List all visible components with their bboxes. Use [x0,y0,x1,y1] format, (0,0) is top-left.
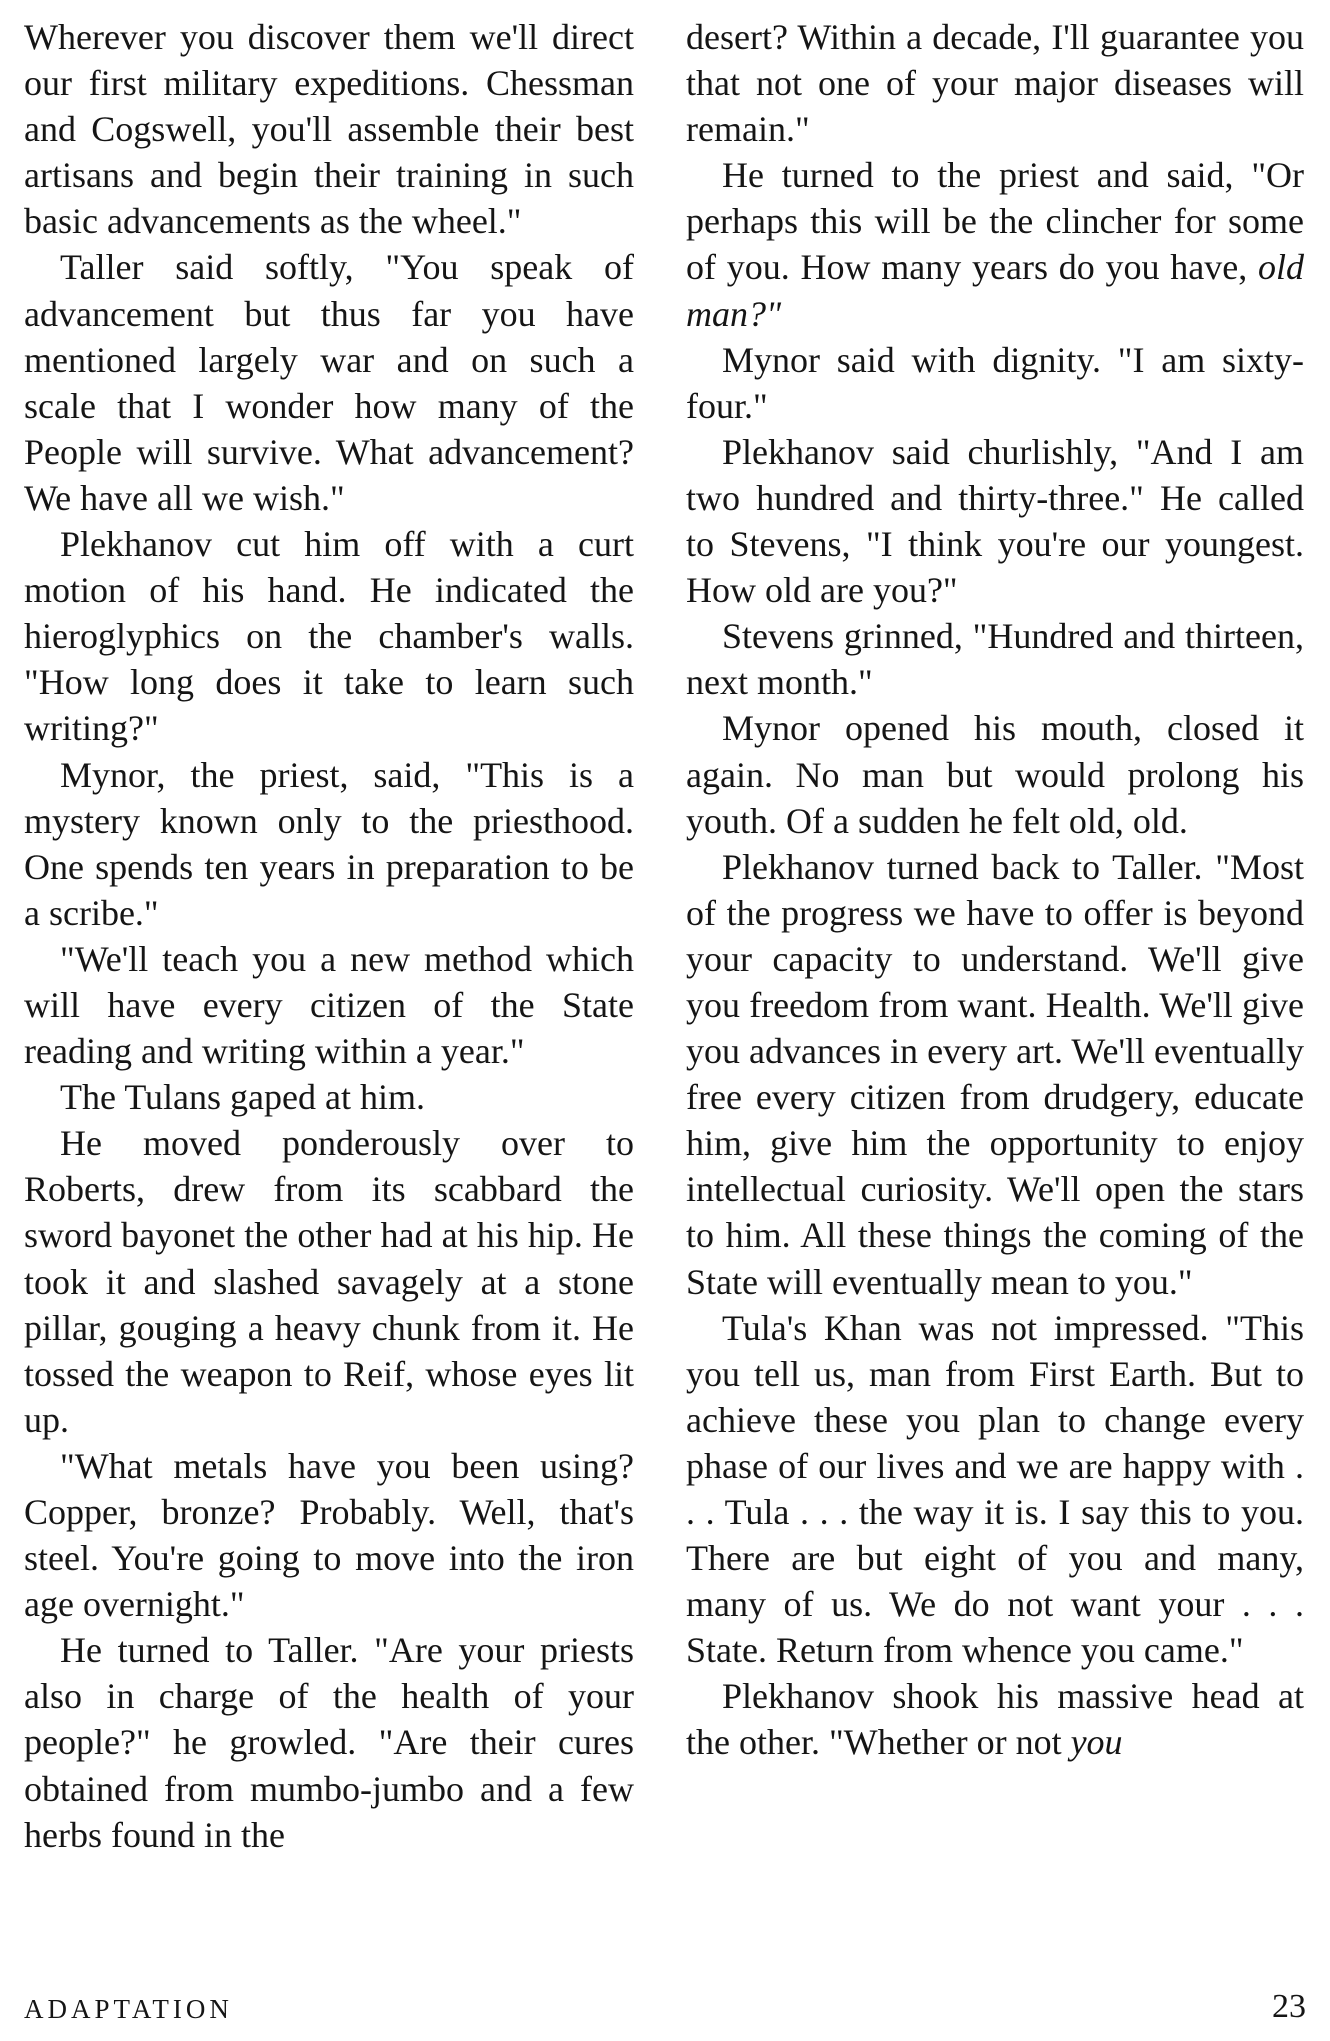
paragraph: "We'll teach you a new method which will have every citizen of the State reading and writing within a year." [24,938,634,1072]
paragraph: Mynor opened his mouth, closed it again. No man but would prolong his youth. Of a sudden he felt old, old. [686,708,1304,841]
page-footer [24,1988,1306,2028]
paragraph: Tula's Khan was not impressed. "This you tell us, man from First Earth. But to achieve these you plan to change every phase of our lives and we are happy with . . . Tula . . . the way it is. I say this to you. There are but eight of you and many, many of us. We do not want your . . . State. Return from whence you came." [686,1307,1304,1671]
paragraph: Taller said softly, "You speak of advancement but thus far you have mentioned largely war and on such a scale that I wonder how many of the People will survive. What advancement? We have all we wish." [24,247,634,518]
paragraph: Plekhanov turned back to Taller. "Most of the progress we have to offer is beyond your capacity to understand. We'll give you freedom from want. Health. We'll give you advances in every art. We'll eventually free every citizen from drudgery, educate him, give him the opportunity to enjoy intellectual curiosity. We'll open the stars to him. All these things the coming of the State will eventually mean to you." [686,846,1304,1302]
paragraph [686,152,1304,336]
paragraph-text: He turned to the priest and said, "Or perhaps this will be the clincher for some of you. How many years do you have, [686,155,1304,288]
text-column-left [24,14,634,1858]
paragraph: Plekhanov cut him off with a curt motion of his hand. He indicated the hieroglyphics on the chamber's walls. "How long does it take to learn such writing?" [24,524,634,749]
paragraph-text: Plekhanov shook his massive head at the other. "Whether or not [686,1676,1304,1763]
text-column-right [686,14,1304,1766]
paragraph: Plekhanov said churlishly, "And I am two hundred and thirty-three." He called to Stevens, "I think you're our youngest. How old are you?" [686,431,1304,611]
paragraph: He turned to Taller. "Are your priests also in charge of the health of your people?" he growled. "Are their cures obtained from mumbo-jumbo and a few herbs found in the [24,1630,634,1855]
paragraph: Wherever you discover them we'll direct our first military expeditions. Chessman and Cogswell, you'll assemble their best artisans and begin their training in such basic advancements as the wheel." [24,17,634,242]
running-title: ADAPTATION [24,1994,233,2024]
paragraph: He moved ponderously over to Roberts, drew from its scabbard the sword bayonet the other had at his hip. He took it and slashed savagely at a stone pillar, gouging a heavy chunk from it. He tossed the weapon to Reif, whose eyes lit up. [24,1123,634,1440]
italic-phrase: you [1070,1722,1123,1763]
paragraph: The Tulans gaped at him. [60,1077,425,1118]
paragraph: Stevens grinned, "Hundred and thirteen, next month." [686,616,1304,703]
paragraph: Mynor, the priest, said, "This is a mystery known only to the priesthood. One spends ten years in preparation to be a scribe." [24,754,634,933]
italic-phrase: old man?" [686,247,1304,334]
paragraph: desert? Within a decade, I'll guarantee you that not one of your major diseases will remain." [686,17,1304,150]
paragraph [686,1673,1304,1765]
page-number: 23 [1272,1988,1306,2025]
paragraph: "What metals have you been using? Copper, bronze? Probably. Well, that's steel. You're going to move into the iron age overnight." [24,1445,634,1625]
paragraph: Mynor said with dignity. "I am sixty-four." [686,339,1304,426]
